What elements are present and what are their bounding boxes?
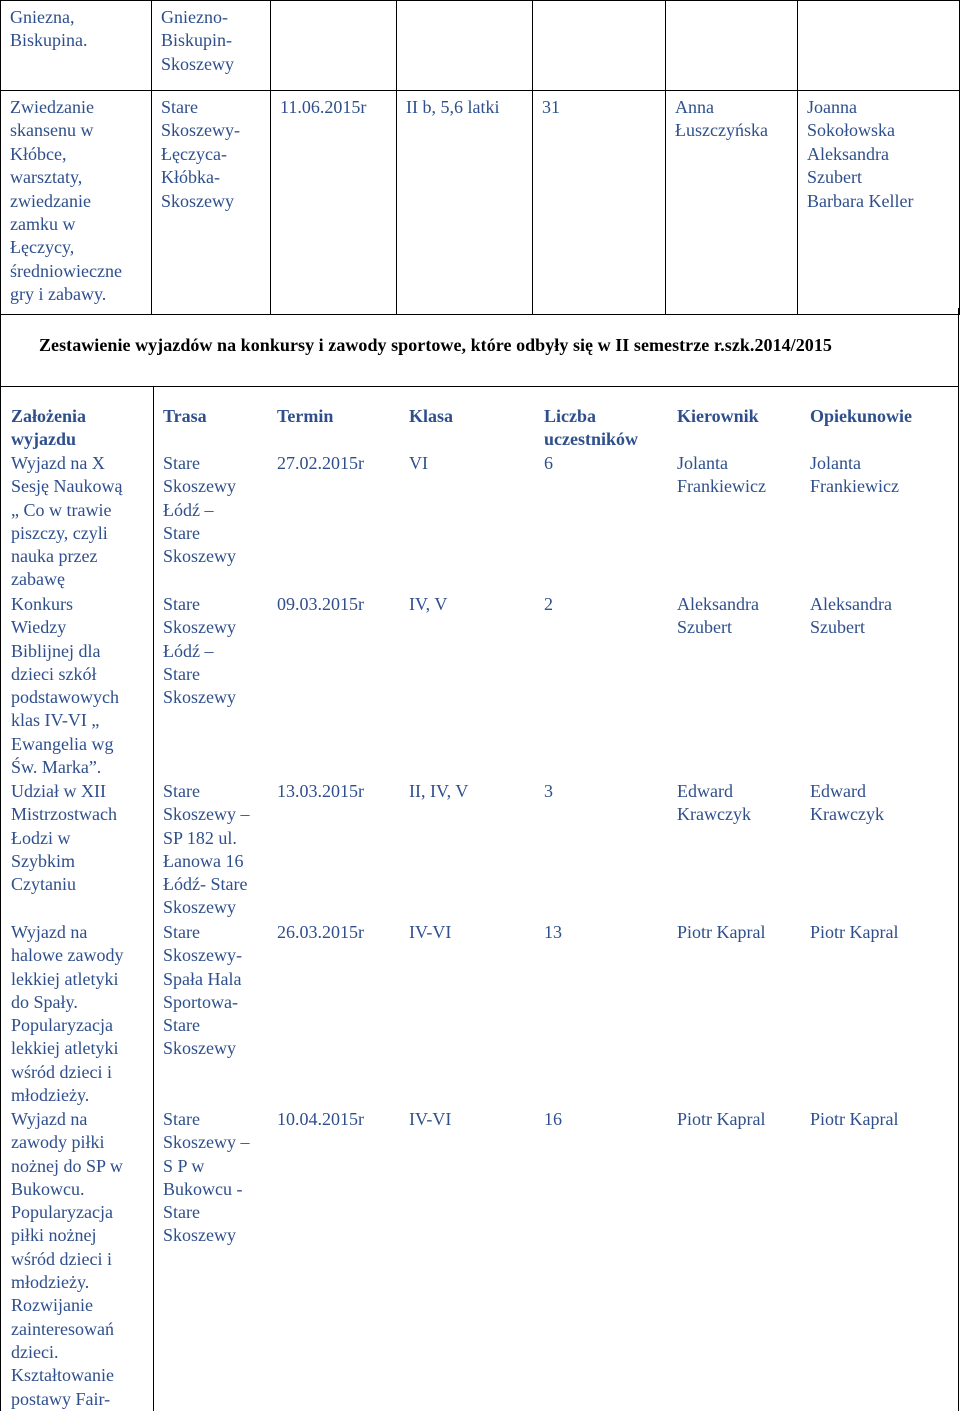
column-header-trasa: Trasa xyxy=(163,406,207,426)
row-kierownik: Jolanta Frankiewicz xyxy=(677,453,766,497)
trip-guardians-cell: Joanna Sokołowska Aleksandra Szubert Barbara Keller xyxy=(798,91,960,315)
row-termin: 27.02.2015r xyxy=(277,453,364,473)
competitions-table xyxy=(0,386,959,1411)
row-zalozenia: Wyjazd na halowe zawody lekkiej atletyki do Spały. Popularyzacja lekkiej atletyki wśród dzieci i młodzieży. xyxy=(11,922,124,1106)
column-header-liczba: Liczba uczestników xyxy=(544,406,638,450)
trip-route-cell: Stare Skoszewy- Łęczyca- Kłóbka- Skoszewy xyxy=(152,91,271,315)
table-row xyxy=(1,1,960,91)
trip-purpose-cell: Gniezna, Biskupina. xyxy=(1,1,152,91)
row-trasa: Stare Skoszewy – SP 182 ul. Łanowa 16 Łódź- Stare Skoszewy xyxy=(163,781,250,918)
column-header-opiekunowie: Opiekunowie xyxy=(810,406,913,426)
row-trasa: Stare Skoszewy- Spała Hala Sportowa- Stare Skoszewy xyxy=(163,922,242,1059)
column-header-klasa: Klasa xyxy=(409,406,454,426)
row-termin: 09.03.2015r xyxy=(277,594,364,614)
trip-count-cell: 31 xyxy=(533,91,666,315)
row-klasa: IV-VI xyxy=(409,922,452,942)
row-kierownik: Piotr Kapral xyxy=(677,922,766,942)
section-heading: Zestawienie wyjazdów na konkursy i zawody sportowe, które odbyły się w II semestrze r.szk.2014/2015 xyxy=(39,335,832,355)
trip-date-cell: 11.06.2015r xyxy=(271,91,397,315)
row-liczba: 2 xyxy=(544,594,553,614)
row-kierownik: Piotr Kapral xyxy=(677,1109,766,1129)
row-kierownik: Edward Krawczyk xyxy=(677,781,751,825)
column-header-kierownik: Kierownik xyxy=(677,406,759,426)
row-liczba: 13 xyxy=(544,922,562,942)
row-zalozenia: Konkurs Wiedzy Biblijnej dla dzieci szkół podstawowych klas IV-VI „ Ewangelia wg Św. Marka”. xyxy=(11,594,119,778)
row-liczba: 6 xyxy=(544,453,553,473)
row-klasa: IV, V xyxy=(409,594,448,614)
row-zalozenia: Wyjazd na X Sesję Naukową „ Co w trawie piszczy, czyli nauka przez zabawę xyxy=(11,453,123,590)
row-zalozenia: Wyjazd na zawody piłki nożnej do SP w Bukowcu. Popularyzacja piłki nożnej wśród dzieci i młodzieży. Rozwijanie zainteresowań dzieci. Kształtowanie postawy Fair- xyxy=(11,1109,123,1409)
row-opiekunowie: Aleksandra Szubert xyxy=(810,594,892,638)
row-klasa: II, IV, V xyxy=(409,781,469,801)
row-termin: 26.03.2015r xyxy=(277,922,364,942)
row-kierownik: Aleksandra Szubert xyxy=(677,594,759,638)
row-opiekunowie: Piotr Kapral xyxy=(810,1109,899,1129)
row-liczba: 16 xyxy=(544,1109,562,1129)
row-opiekunowie: Edward Krawczyk xyxy=(810,781,884,825)
row-trasa: Stare Skoszewy Łódź – Stare Skoszewy xyxy=(163,594,236,708)
column-divider xyxy=(153,386,154,1411)
row-klasa: VI xyxy=(409,453,428,473)
row-trasa: Stare Skoszewy Łódź – Stare Skoszewy xyxy=(163,453,236,567)
row-klasa: IV-VI xyxy=(409,1109,452,1129)
row-termin: 13.03.2015r xyxy=(277,781,364,801)
trip-purpose-cell: Zwiedzanie skansenu w Kłóbce, warsztaty, zwiedzanie zamku w Łęczycy, średniowieczne gry i zabawy. xyxy=(1,91,152,315)
trip-route-cell: Gniezno- Biskupin- Skoszewy xyxy=(152,1,271,91)
column-header-termin: Termin xyxy=(277,406,334,426)
row-trasa: Stare Skoszewy – S P w Bukowcu - Stare Skoszewy xyxy=(163,1109,250,1246)
row-opiekunowie: Piotr Kapral xyxy=(810,922,899,942)
trip-class-cell: II b, 5,6 latki xyxy=(397,91,533,315)
previous-trips-table xyxy=(0,0,960,315)
table-row xyxy=(1,91,960,315)
trip-leader-cell: Anna Łuszczyńska xyxy=(666,91,798,315)
row-termin: 10.04.2015r xyxy=(277,1109,364,1129)
column-header-zalozenia: Założenia wyjazdu xyxy=(11,406,86,450)
row-zalozenia: Udział w XII Mistrzostwach Łodzi w Szybkim Czytaniu xyxy=(11,781,117,895)
row-opiekunowie: Jolanta Frankiewicz xyxy=(810,453,899,497)
row-liczba: 3 xyxy=(544,781,553,801)
section-heading-box xyxy=(0,308,959,386)
